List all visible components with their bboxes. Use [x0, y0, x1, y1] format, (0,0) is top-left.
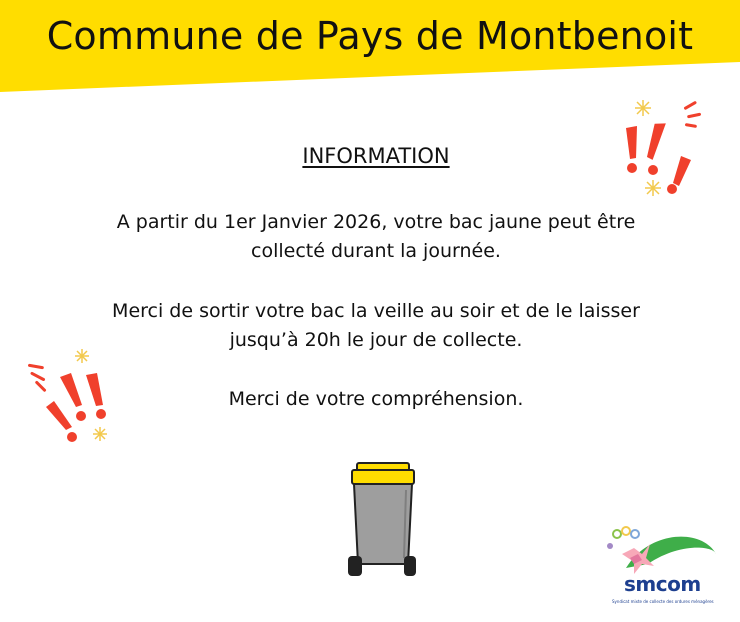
smcom-logo-tagline: Syndicat mixte de collecte des ordures ménagères	[612, 599, 714, 604]
exclamation-marks-icon-top-right	[615, 98, 725, 198]
smcom-logo-name: smcom	[624, 572, 701, 596]
notice-paragraph-2: Merci de sortir votre bac la veille au soir et de le laisser jusqu’à 20h le jour de collecte.	[112, 300, 640, 351]
notice-paragraph-3: Merci de votre compréhension.	[228, 388, 524, 410]
yellow-lid-bin-icon	[340, 460, 420, 582]
header-banner	[0, 0, 740, 95]
notice-paragraph-1: A partir du 1er Janvier 2026, votre bac jaune peut être collecté durant la journée.	[116, 211, 636, 262]
exclamation-marks-icon-left	[24, 345, 124, 450]
page-title: Commune de Pays de Montbenoit	[46, 14, 694, 58]
notice-heading: INFORMATION	[302, 144, 450, 168]
smcom-logo	[604, 524, 724, 614]
